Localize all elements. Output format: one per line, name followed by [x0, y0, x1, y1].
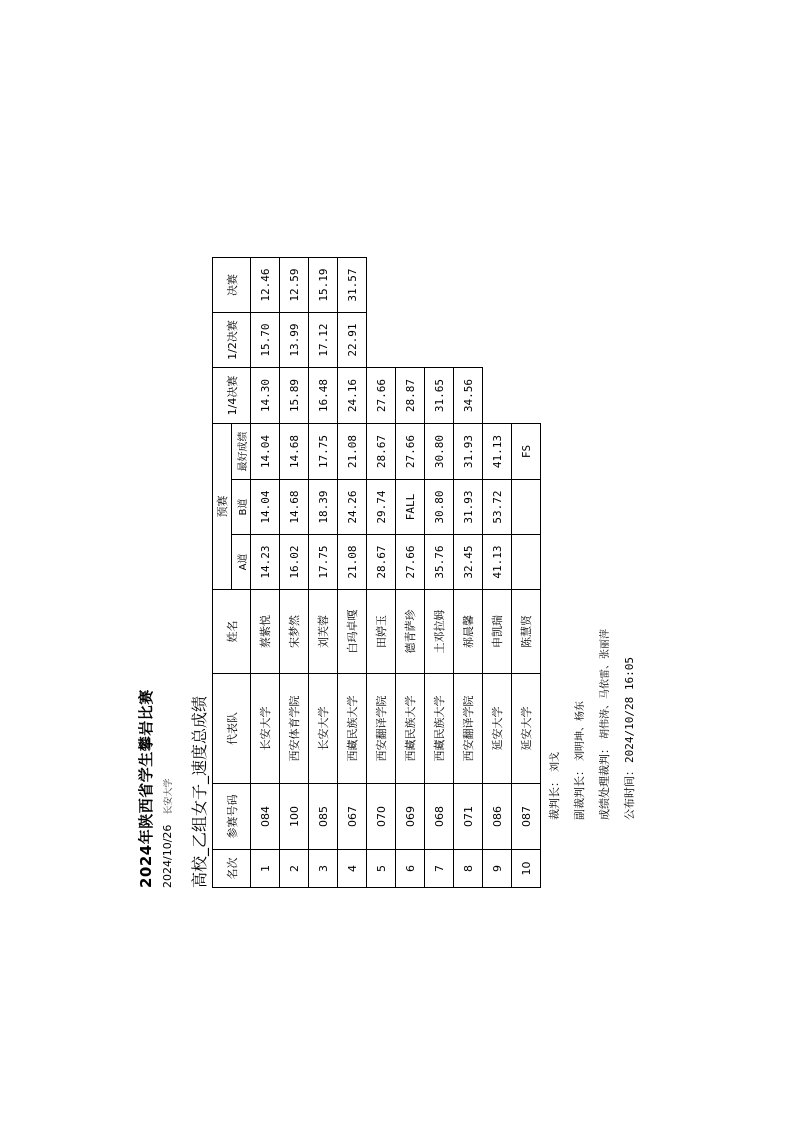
semifinal-time: 13.99: [280, 313, 309, 368]
rank-cell: 2: [280, 850, 309, 888]
published-time-line: [618, 629, 642, 820]
chief-referee-line: [543, 629, 568, 820]
header-semifinal: 1/2决赛: [213, 313, 251, 368]
rank-cell: 9: [483, 850, 512, 888]
officials-block: [543, 629, 642, 820]
name-cell: 土邓拉姆: [425, 590, 454, 674]
best-time: 41.13: [483, 424, 512, 480]
team-cell: 长安大学: [309, 674, 338, 784]
bib-cell: 100: [280, 784, 309, 850]
rank-cell: 10: [512, 850, 541, 888]
name-cell: 申凯瑞: [483, 590, 512, 674]
team-cell: 西安翻译学院: [367, 674, 396, 784]
header-lane-a: A道: [232, 535, 251, 590]
best-time: 28.67: [367, 424, 396, 480]
lane-b-time: 30.80: [425, 480, 454, 535]
result-row: [367, 258, 396, 888]
semifinal-time: [512, 313, 541, 368]
best-time: 21.08: [338, 424, 367, 480]
result-row: [251, 258, 280, 888]
bib-cell: 067: [338, 784, 367, 850]
results-referee-line: [593, 629, 618, 820]
rank-cell: 8: [454, 850, 483, 888]
final-time: [512, 258, 541, 313]
team-cell: 西安翻译学院: [454, 674, 483, 784]
name-cell: 蔡紫悦: [251, 590, 280, 674]
lane-a-time: 27.66: [396, 535, 425, 590]
final-time: [454, 258, 483, 313]
lane-a-time: 14.23: [251, 535, 280, 590]
team-cell: 延安大学: [512, 674, 541, 784]
best-time: 14.68: [280, 424, 309, 480]
rank-cell: 5: [367, 850, 396, 888]
chief-referee-label: 裁判长：: [548, 776, 561, 820]
team-cell: 西藏民族大学: [338, 674, 367, 784]
header-lane-b: B道: [232, 480, 251, 535]
team-cell: 西藏民族大学: [396, 674, 425, 784]
rank-cell: 1: [251, 850, 280, 888]
rank-cell: 3: [309, 850, 338, 888]
event-venue: 长安大学: [164, 778, 174, 815]
semifinal-time: [483, 313, 512, 368]
lane-a-time: 21.08: [338, 535, 367, 590]
lane-a-time: 17.75: [309, 535, 338, 590]
lane-a-time: 41.13: [483, 535, 512, 590]
event-date: 2024/10/26: [161, 824, 174, 888]
quarterfinal-time: 15.89: [280, 368, 309, 424]
bib-cell: 070: [367, 784, 396, 850]
lane-a-time: 35.76: [425, 535, 454, 590]
rank-cell: 4: [338, 850, 367, 888]
lane-b-time: 24.26: [338, 480, 367, 535]
header-bib: 参赛号码: [213, 784, 251, 850]
event-date-line: [161, 779, 174, 888]
lane-b-time: FALL: [396, 480, 425, 535]
team-cell: 延安大学: [483, 674, 512, 784]
semifinal-time: 22.91: [338, 313, 367, 368]
header-name: 姓名: [213, 590, 251, 674]
name-cell: 白玛卓嘎: [338, 590, 367, 674]
best-time: 17.75: [309, 424, 338, 480]
quarterfinal-time: 28.87: [396, 368, 425, 424]
bib-cell: 085: [309, 784, 338, 850]
published-time-label: 公布时间：: [623, 765, 636, 820]
header-team: 代表队: [213, 674, 251, 784]
deputy-referees: 刘明坤、杨东: [575, 701, 586, 761]
header-final: 决赛: [213, 258, 251, 313]
quarterfinal-time: [483, 368, 512, 424]
result-row: [483, 258, 512, 888]
quarterfinal-time: 16.48: [309, 368, 338, 424]
quarterfinal-time: 31.65: [425, 368, 454, 424]
team-cell: 西安体育学院: [280, 674, 309, 784]
final-time: 12.59: [280, 258, 309, 313]
header-quarterfinal: 1/4决赛: [213, 368, 251, 424]
best-time: 14.04: [251, 424, 280, 480]
lane-b-time: 14.68: [280, 480, 309, 535]
semifinal-time: 17.12: [309, 313, 338, 368]
final-time: 15.19: [309, 258, 338, 313]
best-time: 27.66: [396, 424, 425, 480]
lane-b-time: 53.72: [483, 480, 512, 535]
quarterfinal-time: 14.30: [251, 368, 280, 424]
header-rank: 名次: [213, 850, 251, 888]
lane-a-time: [512, 535, 541, 590]
name-cell: 宋梦然: [280, 590, 309, 674]
team-cell: 西藏民族大学: [425, 674, 454, 784]
results-subtitle: 高校_乙组女子_速度总成绩: [190, 695, 209, 888]
result-row: [396, 258, 425, 888]
best-time: 30.80: [425, 424, 454, 480]
best-time: 31.93: [454, 424, 483, 480]
semifinal-time: 15.70: [251, 313, 280, 368]
lane-b-time: 18.39: [309, 480, 338, 535]
rank-cell: 7: [425, 850, 454, 888]
event-title: 2024年陕西省学生攀岩比赛: [137, 689, 155, 888]
bib-cell: 086: [483, 784, 512, 850]
quarterfinal-time: 24.16: [338, 368, 367, 424]
results-referees: 胡伟涛、马依雷、张丽萍: [600, 629, 611, 739]
name-cell: 郝晨馨: [454, 590, 483, 674]
bib-cell: 087: [512, 784, 541, 850]
results-referee-label: 成绩处理裁判：: [598, 743, 611, 820]
name-cell: 田婷玉: [367, 590, 396, 674]
final-time: 31.57: [338, 258, 367, 313]
result-row: [454, 258, 483, 888]
team-cell: 长安大学: [251, 674, 280, 784]
lane-a-time: 28.67: [367, 535, 396, 590]
lane-a-time: 16.02: [280, 535, 309, 590]
bib-cell: 084: [251, 784, 280, 850]
lane-b-time: 29.74: [367, 480, 396, 535]
final-time: [483, 258, 512, 313]
final-time: [396, 258, 425, 313]
bib-cell: 069: [396, 784, 425, 850]
name-cell: 德青萨珍: [396, 590, 425, 674]
final-time: [367, 258, 396, 313]
deputy-referee-line: [568, 629, 593, 820]
result-row: [512, 258, 541, 888]
final-time: 12.46: [251, 258, 280, 313]
best-time: FS: [512, 424, 541, 480]
quarterfinal-time: 34.56: [454, 368, 483, 424]
result-row: [309, 258, 338, 888]
bib-cell: 068: [425, 784, 454, 850]
deputy-referee-label: 副裁判长：: [573, 765, 586, 820]
lane-a-time: 32.45: [454, 535, 483, 590]
published-time: 2024/10/28 16:05: [623, 657, 636, 763]
semifinal-time: [454, 313, 483, 368]
name-cell: 刘芙蓉: [309, 590, 338, 674]
result-row: [425, 258, 454, 888]
lane-b-time: 31.93: [454, 480, 483, 535]
result-row: [280, 258, 309, 888]
final-time: [425, 258, 454, 313]
semifinal-time: [396, 313, 425, 368]
lane-b-time: [512, 480, 541, 535]
quarterfinal-time: 27.66: [367, 368, 396, 424]
quarterfinal-time: [512, 368, 541, 424]
name-cell: 陈慧贤: [512, 590, 541, 674]
bib-cell: 071: [454, 784, 483, 850]
header-qualification: 预赛: [213, 424, 232, 590]
rank-cell: 6: [396, 850, 425, 888]
header-best: 最好成绩: [232, 424, 251, 480]
result-row: [338, 258, 367, 888]
results-table: [212, 257, 541, 888]
lane-b-time: 14.04: [251, 480, 280, 535]
semifinal-time: [367, 313, 396, 368]
chief-referee: 刘戈: [550, 752, 561, 772]
semifinal-time: [425, 313, 454, 368]
results-sheet: [135, 128, 655, 888]
